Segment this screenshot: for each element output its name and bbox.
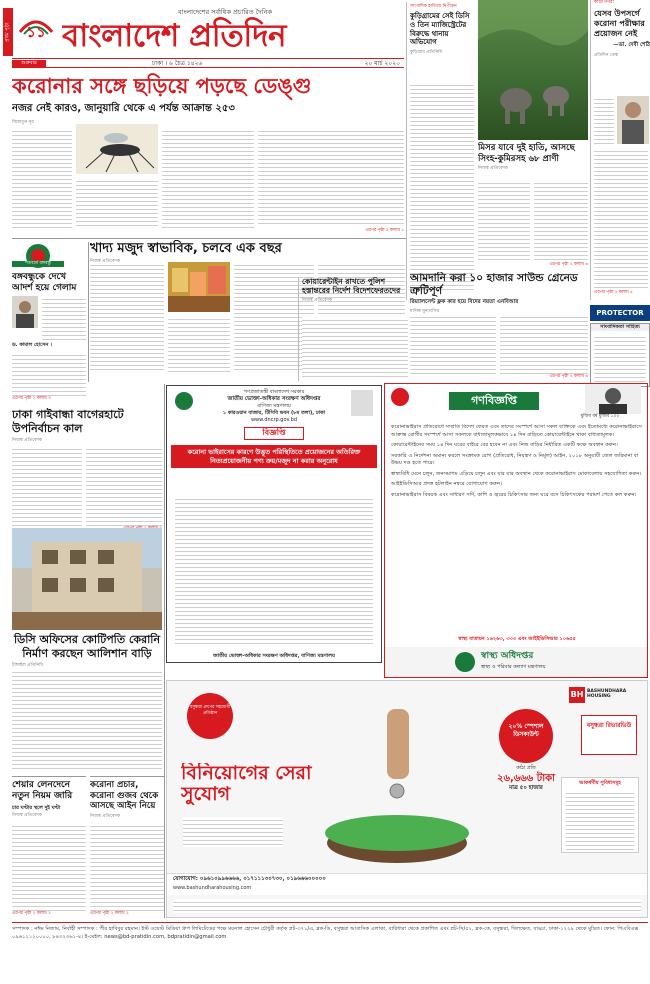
bashundhara-logo-mark-icon: BH [569, 687, 585, 703]
down-payment: মাত্র ৫০ হাজার [509, 785, 543, 792]
lead-body-text [258, 128, 404, 224]
import-body-text [410, 314, 496, 374]
protector-brand: PROTECTOR [596, 309, 644, 317]
story-attribution: —ডা. দেবী শেঠি [613, 42, 650, 49]
dhaka-byline: নিজস্ব প্রতিবেদক [12, 437, 43, 443]
ministry-footer: জাতীয় ভোক্তা-অধিকার সংরক্ষণ অধিদপ্তর, বাণিজ্য মন্ত্রণালয় [213, 653, 335, 660]
share-byline: নিজস্ব প্রতিবেদক [12, 813, 43, 819]
protector-ad[interactable] [590, 305, 650, 321]
elephants-image-icon [478, 0, 588, 140]
lead-headline: করোনার সঙ্গে ছড়িয়ে পড়ছে ডেঙ্গু [12, 74, 312, 98]
bangabandhu-continued: এরপর পৃষ্ঠা ২ কলাম ৩ [12, 396, 51, 401]
health-agency-sub: স্বাস্থ্য ও পরিবার কল্যাণ মন্ত্রণালয় [481, 664, 546, 670]
building-construction-image-icon [12, 528, 162, 630]
ministry-logo-left [175, 392, 193, 410]
import-body-text [500, 314, 588, 374]
imprint-text: সম্পাদক : নঈম নিজাম, নির্বাহী সম্পাদক : পীর হাবিবুর রহমান। ইস্ট ওয়েস্ট মিডিয়া গ্রুপ লিমিটেডের পক্ষে ময়নাল হোসেন চৌধুরী কর্তৃক প্লট-৩৭১/এ, ব্লক-ডি, বসুন্ধরা আবাসিক এলাকা, বারিধারা থেকে প্রকাশিত এবং প্লট-সি/৫২, ব্লক-কে, বসুন্ধরা, খিলক্ষেত, বাড্ডা, ঢাকা-১২২৯ থেকে মুদ্রিত। ফোন: পিএবিএক্স ০৯৬১২১২০০০০, ৮৪৩২৩৬১-৪। ই-মেইল: news@bd-pratidin.com, bdpratidin@gmail.com [12, 926, 639, 940]
bashundhara-logo [569, 685, 639, 711]
ministry-address: ১ কারওয়ান বাজার, টিসিবি ভবন (৮ম তলা), ঢাকা [222, 409, 326, 416]
health-point: করোনাভাইরাস প্রতিরোধে সম্প্রতি বিদেশ ফেরত এবং তাদের সংস্পর্শে আসা সকল ব্যক্তিকে এবং ইতোমধ্যে করোনাভাইরাসে আক্রান্ত রোগীর সংস্পর্শে আসা সকলকে বাধ্যতামূলকভাবে ১৪ দিন বাড়িতে কোয়ারেন্টাইনে থাকা বাধ্যতামূলক। [391, 424, 642, 438]
mujib-portrait [585, 384, 641, 414]
quarantine-story [298, 277, 408, 381]
lead-body-text [76, 178, 158, 228]
rumor-headline: করোনা প্রচার, করোনা গুজব থেকে আসছে আইন নিয়ে [90, 780, 159, 812]
story-headline: কুড়িগ্রামের সেই ডিসি ও তিন ম্যাজিস্ট্রেটের বিরুদ্ধে থানায় অভিযোগ [410, 12, 470, 47]
share-body-text [12, 823, 86, 911]
health-footer [385, 647, 647, 677]
row-rule [12, 238, 406, 239]
page-label-tab [3, 8, 13, 56]
ministry-web: www.dncrp.gov.bd [250, 416, 298, 423]
doctor-photo [617, 96, 649, 144]
benefits-list [566, 790, 634, 850]
masthead-date-center: ঢাকা । ৬ চৈত্র ১৪২৬ [152, 60, 203, 67]
dc-byline: টাঙ্গাইল প্রতিনিধি [12, 662, 43, 668]
share-headline: শেয়ার লেনদেনে নতুন নিয়ম জারি [12, 780, 73, 802]
health-agency-logo [455, 652, 475, 672]
coin-grass-image [317, 709, 477, 869]
ministry-name: বাণিজ্য মন্ত্রণালয় [257, 403, 291, 410]
health-point: করোনাভাইরাস বিষয়ক এবং সাধারণ সর্দি, কাশি ও জ্বরের চিকিৎসার জন্য ঘরে বসে চিকিৎসকের পরামর্শ পেতে কল করুন। [391, 491, 637, 498]
quarantine-byline: নিজস্ব প্রতিবেদক [302, 297, 333, 303]
hand-coin-grass-icon [317, 709, 477, 869]
dc-clerk-story [12, 633, 162, 773]
story-continued: এরপর পৃষ্ঠা ২ কলাম ৫ [594, 290, 633, 295]
share-continued: এরপর পৃষ্ঠা ২ কলাম ২ [12, 911, 51, 916]
rumor-byline: নিজস্ব প্রতিবেদক [90, 813, 121, 819]
bashundhara-offer [483, 709, 569, 793]
bangabandhu-body-text [42, 296, 86, 340]
elephant-byline: নিজস্ব প্রতিবেদক [478, 166, 509, 172]
import-byline: মানিক মুনতাসির [410, 308, 439, 314]
offer-title: ২০% স্পেশাল ডিসকাউন্ট [499, 709, 553, 763]
elephant-body-text [534, 180, 588, 260]
share-story [12, 776, 86, 918]
story-body-text [594, 148, 648, 288]
elephant-story [478, 140, 588, 272]
food-headline: খাদ্য মজুদ স্বাভাবিক, চলবে এক বছর [90, 241, 282, 256]
ministry-gov: গণপ্রজাতন্ত্রী বাংলাদেশ সরকার [243, 389, 305, 395]
health-point: সরকারি এ নির্দেশনা অমান্য করলে সংক্রামক রোগ (প্রতিরোধ, নিয়ন্ত্রণ ও নির্মূল) আইন, ২০১৮ অনুযায়ী জেল জরিমানা বা উভয় দণ্ড হতে পারে। [391, 452, 639, 467]
ministry-title: বিজ্ঞপ্তি [244, 427, 304, 440]
anniversary-number: ১১ [26, 23, 46, 41]
rumor-continued: এরপর পৃষ্ঠা ২ কলাম ২ [90, 911, 129, 916]
story-kicker: কাঁড়া নগরী [594, 0, 614, 5]
story-body-text [410, 82, 474, 292]
author-portrait-icon [12, 296, 38, 328]
price-label: কাঠা প্রতি [516, 765, 536, 771]
corona-rumor-story [90, 776, 164, 918]
lead-body-text [12, 128, 72, 228]
lead-body-text [162, 128, 254, 228]
story-byline: প্রতিদিন ডেস্ক [594, 53, 619, 59]
dhaka-body-text [86, 446, 162, 526]
dc-complaint-story [406, 2, 474, 300]
masthead [0, 0, 404, 70]
ministry-notice-ad [166, 385, 382, 663]
building-photo [12, 528, 162, 630]
bangabandhu-headline: বঙ্গবন্ধুকে দেখে আদর্শ হয়ে গেলাম [12, 272, 77, 293]
health-logo-icon [391, 388, 409, 406]
doctor-portrait-icon [617, 96, 649, 144]
health-points [391, 424, 643, 636]
rice-photo [168, 262, 230, 312]
masthead-date-bar [12, 58, 404, 68]
mosquito-photo [76, 124, 158, 174]
food-body-text [168, 316, 230, 372]
bashundhara-contacts-bar [167, 873, 647, 895]
bashundhara-headline: বিনিয়োগের সেরা সুযোগ [181, 763, 312, 805]
bangabandhu-story [12, 296, 86, 404]
ministry-dept: জাতীয় ভোক্তা-অধিকার সংরক্ষণ অধিদপ্তর [227, 395, 321, 402]
health-hotline: স্বাস্থ্য বাতায়ন ১৬২৬৩, ৩৩৩ এবং আইইডিসিআর ১০৬৫৫ [458, 636, 576, 642]
health-title: গণবিজ্ঞপ্তি [449, 392, 539, 410]
masthead-date-right: ২০ মার্চ ২০২০ [364, 60, 400, 67]
ministry-banner: করোনা ভাইরাসের কারণে উদ্ভূত পরিস্থিতিতে প্রয়োজনের অতিরিক্ত নিত্যপ্রয়োজনীয় পণ্য ক্রয়/মজুদ না করার অনুরোধ [171, 445, 377, 468]
literature-box [590, 323, 650, 387]
bashundhara-contacts: যোগাযোগ: ০৯৬১০৯৯৬৬৬৬, ০১৭১১১৩০৭৩০, ০১৯৬৬৬০০০০০ [173, 876, 326, 882]
share-sub: চার ঘণ্টার স্থলে দুই ঘণ্টা [12, 804, 61, 811]
lead-byline: জিন্নাতুন নূর [12, 120, 34, 125]
health-agency: স্বাস্থ্য অধিদপ্তর [481, 651, 534, 661]
benefits-title: আকর্ষণীয় সুবিধাসমূহ [579, 780, 621, 786]
lead-story [12, 70, 404, 238]
health-point: আইইডিসিআর প্রদত্ত হটলাইন নম্বরে যোগাযোগ করুন। [391, 481, 502, 488]
import-sub: রিয়্যালসেন্ট ফ্লক কার হয়ে বিদের নয়তা এনবিআর [410, 299, 519, 306]
lead-continued: এরপর পৃষ্ঠা ২ কলাম ১ [365, 228, 404, 233]
grain-market-image-icon [168, 262, 230, 312]
masthead-title: বাংলাদেশ প্রতিদিন [62, 18, 286, 54]
story-body-text [594, 96, 614, 144]
bashundhara-housing-ad[interactable] [166, 680, 648, 918]
bangabandhu-badge [12, 243, 64, 269]
elephant-photo [478, 0, 588, 140]
quarantine-headline: কোয়ারেন্টাইন রাখতে পুলিশ হস্তান্তরের নির্দেশ বিদেশফেরতদের [302, 277, 401, 296]
story-headline: যেসব উপসর্গে করোনা পরীক্ষার প্রয়োজন নেই [594, 9, 645, 39]
bashundhara-fineprint [173, 899, 641, 913]
bashundhara-badge: বসুন্ধরা গ্রুপের সহযোগী প্রতিষ্ঠান [187, 693, 233, 739]
ministry-logo-right [351, 390, 373, 416]
column-rule [164, 384, 165, 918]
badge-text: শতবর্ষে বঙ্গবন্ধু [12, 261, 64, 267]
import-headline: আমদানি করা ১০ হাজার সাউন্ড গ্রেনেড ত্রুটিপূর্ণ [410, 272, 578, 297]
bangabandhu-body-text [12, 352, 86, 396]
elephant-body-text [478, 180, 530, 260]
test-story [590, 0, 650, 300]
story-byline: কুড়িগ্রাম প্রতিনিধি [410, 50, 443, 56]
import-story [410, 272, 588, 382]
bashundhara-brand: BASHUNDHARA HOUSING [587, 689, 627, 700]
rumor-body-text [90, 823, 164, 911]
imprint-footer [12, 922, 648, 980]
price-value: ২৬,৬৬৬ টাকা [496, 772, 556, 784]
bangabandhu-author: ড. কামাল হোসেন । [12, 342, 52, 348]
food-body-text [90, 262, 164, 372]
masthead-day: শুক্রবার [12, 60, 46, 67]
story-kicker: সাংবাদিক হাতিয়ে নিপীড়ন [410, 4, 457, 9]
health-caption: মুজিব বর্ষ মুজিব ১০০ [580, 414, 620, 419]
dc-headline: ডিসি অফিসের কোটিপতি কেরানি নির্মাণ করছেন আলিশান বাড়ি [13, 633, 161, 660]
dhaka-headline: ঢাকা গাইবান্ধা বাগেরহাটে উপনির্বাচন কাল [12, 408, 124, 435]
mosquito-image-icon [76, 124, 158, 174]
mujib-portrait-icon [585, 384, 641, 414]
literature-list [594, 334, 646, 384]
dhaka-body-text [12, 446, 82, 526]
import-continued: এরপর পৃষ্ঠা ২ কলাম ৪ [549, 374, 588, 379]
column-rule [88, 242, 89, 382]
elephant-continued: এরপর পৃষ্ঠা ২ কলাম ৬ [549, 262, 588, 267]
bashundhara-desc [183, 817, 283, 847]
lead-subhead: নজর নেই কারও, জানুয়ারি থেকে এ পর্যন্ত আক্রান্ত ২৫৩ [12, 103, 235, 114]
ministry-body-text [175, 496, 373, 644]
bashundhara-benefits [561, 777, 639, 853]
health-notice-ad [384, 383, 648, 678]
literature-title: সাংবাদিকতা সাহিত্য [591, 324, 649, 331]
masthead-tagline: বাংলাদেশের সর্বাধিক প্রচারিত দৈনিক [177, 8, 273, 16]
health-point: স্বাস্থ্যবিধি মেনে চলুন, জনসমাগম এড়িয়ে চলুন এবং যার যার অবস্থান থেকে করোনাভাইরাস মোকাবেলায় সহযোগিতা করুন। [391, 470, 642, 477]
dc-body-text [12, 669, 162, 769]
quarantine-body-text [302, 317, 408, 377]
health-point: কোয়ারেন্টাইনের সময় ১৪ দিন ঘরের বাইরে বের হবেন না এবং নিজ বাড়ির নির্ধারিত একটি কক্ষে অবস্থান করুন। [391, 442, 618, 449]
page-label: প্রথম পৃষ্ঠা [4, 22, 11, 43]
bashundhara-right-badge: বসুন্ধরা রিভারভিউ [581, 715, 637, 755]
elephant-headline: মিসর যাবে দুই হাতি, আসছে সিংহ-কুমিরসহ ৬৮ প্রাণী [478, 143, 575, 164]
bashundhara-web: www.bashundharahousing.com [173, 885, 252, 892]
anniversary-logo [16, 10, 56, 42]
author-photo [12, 296, 38, 328]
